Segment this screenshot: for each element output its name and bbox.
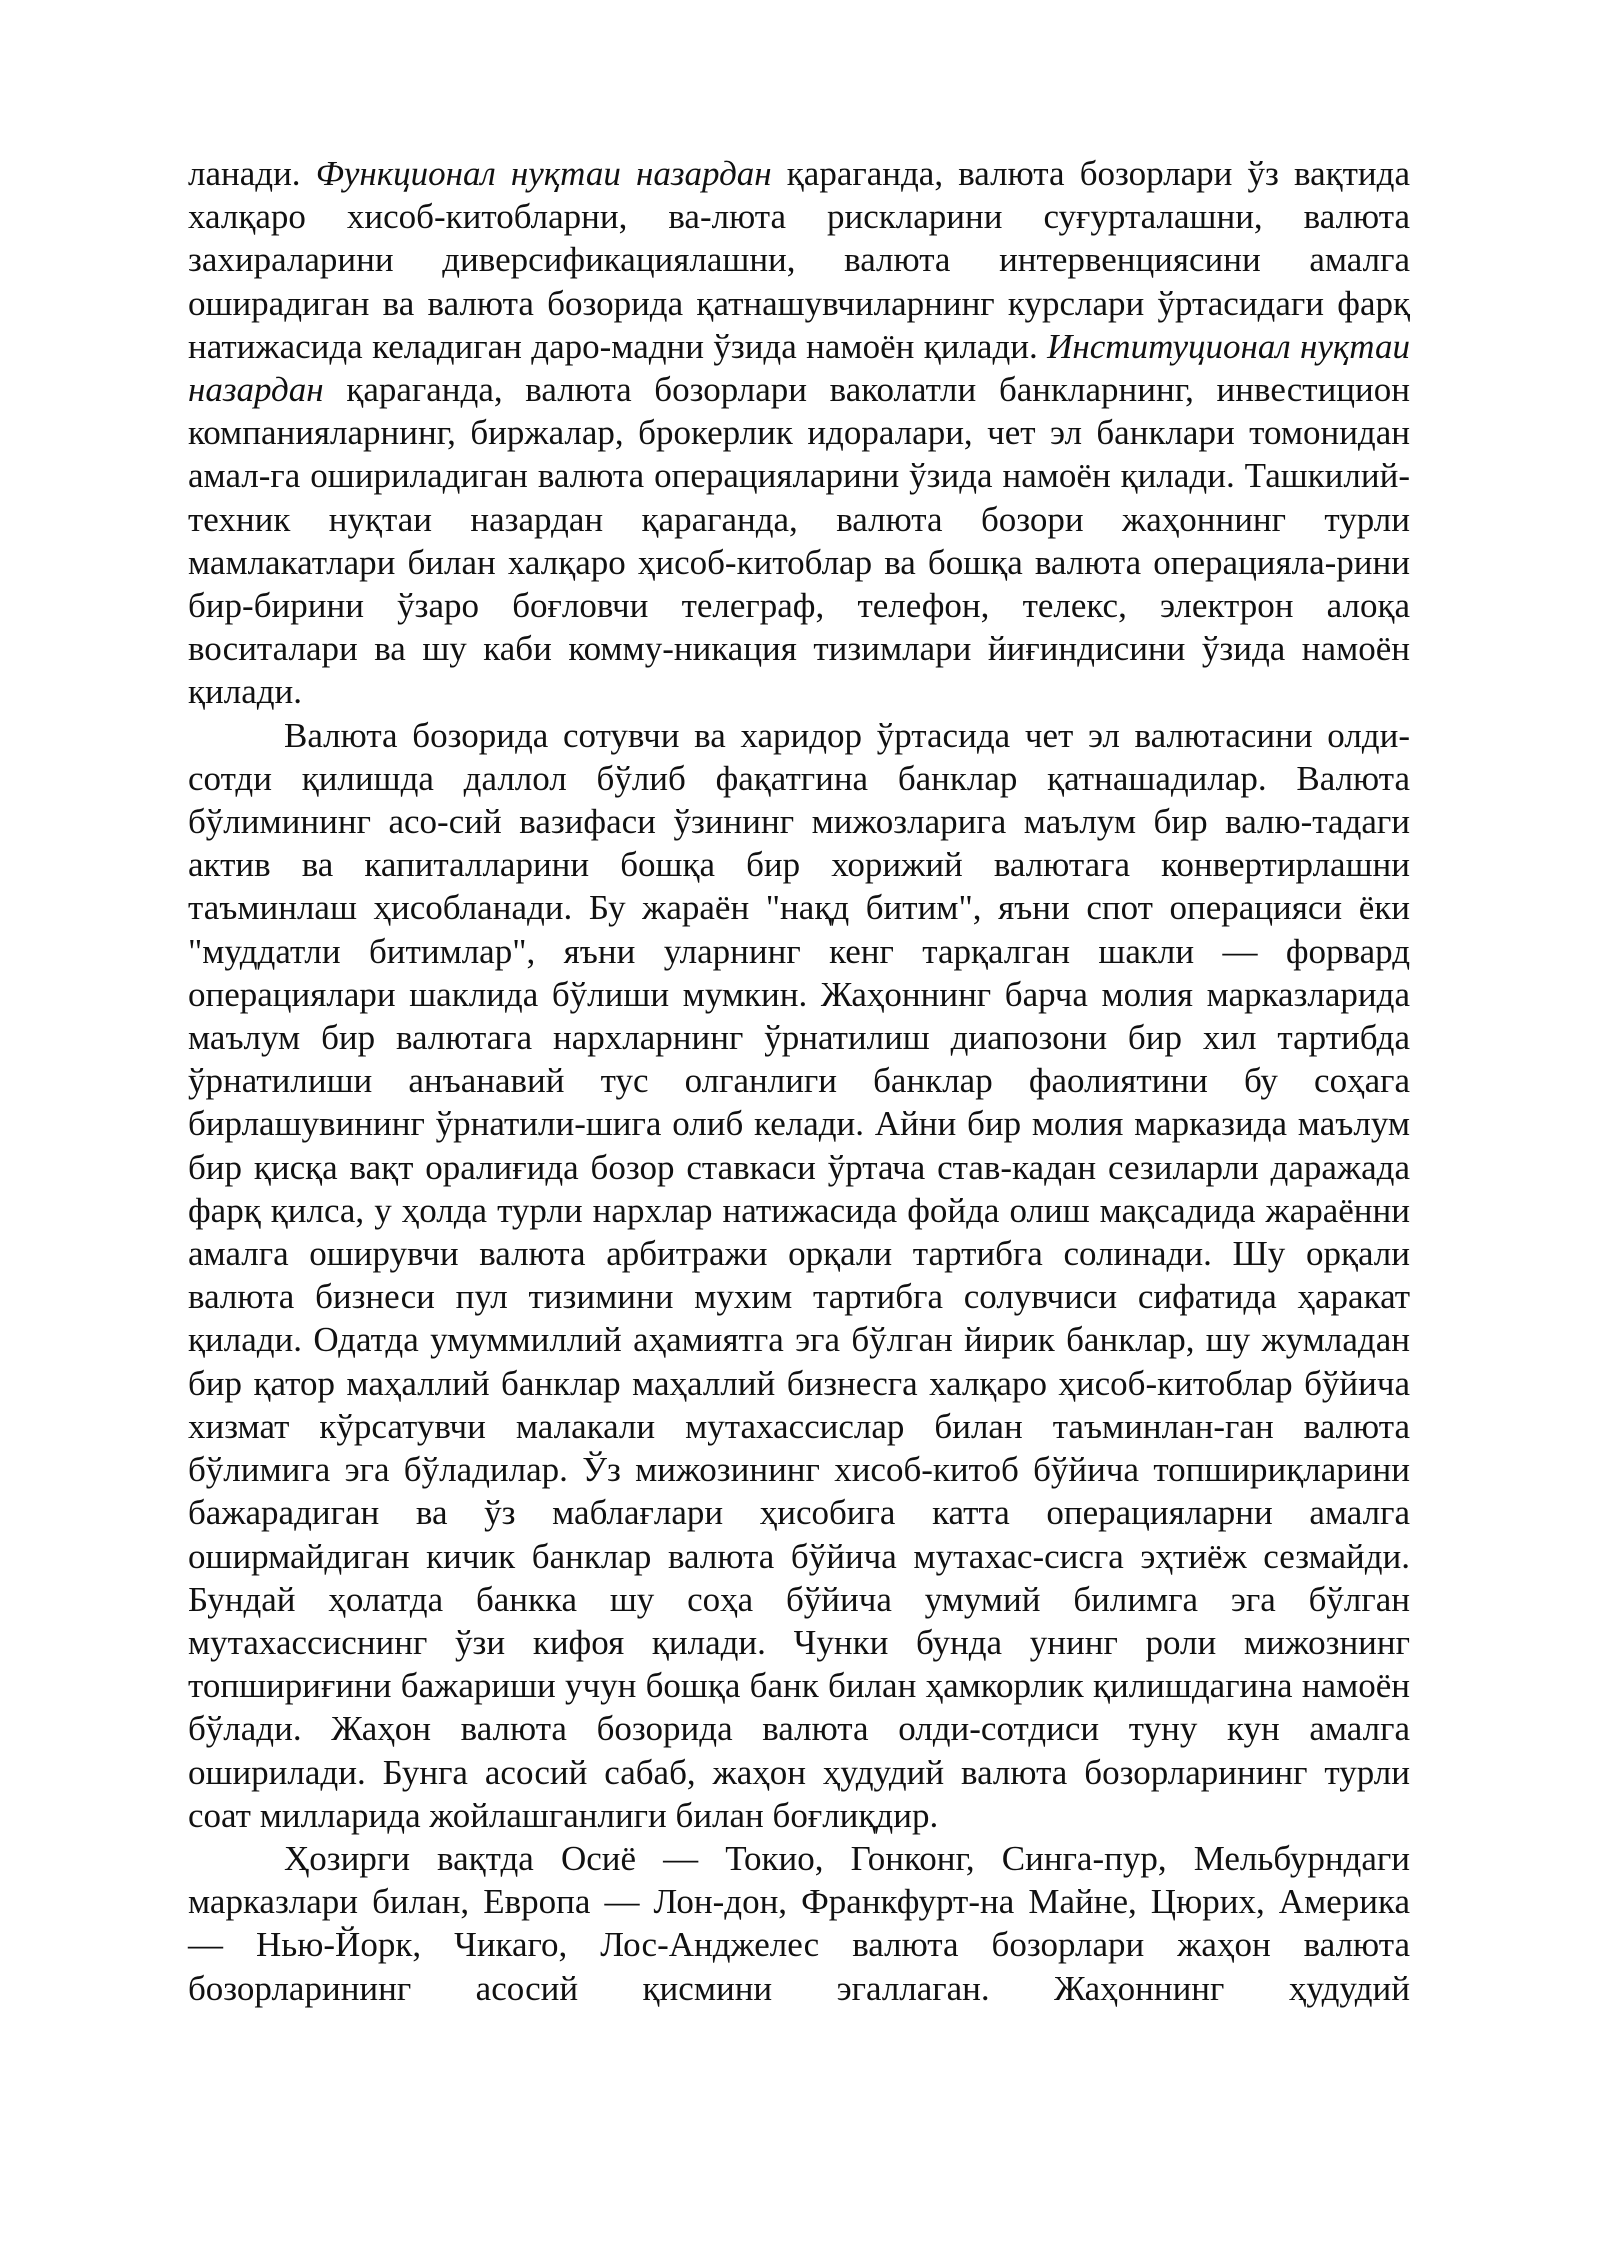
- paragraph: [188, 1837, 1410, 2010]
- text-run: қараганда, валюта бозорлари ваколатли банкларнинг, инвестицион компанияларнинг, биржалар, брокерлик идоралари, чет эл банклари томонидан амал-га ошириладиган валюта операцияларини ўзида намоён қилади. Ташкилий-техник нуқтаи назардан қараганда, валюта бозори жаҳоннинг турли мамлакатлари билан халқаро ҳисоб-китоблар ва бошқа валюта операцияла-рини бир-бирини ўзаро боғловчи телеграф, телефон, телекс, электрон алоқа воситалари ва шу каби комму-никация тизимлари йиғиндисини ўзида намоён қилади.: [188, 370, 1410, 712]
- text-run: Ҳозирги вақтда Осиё — Токио, Гонконг, Синга-пур, Мельбурндаги марказлари билан, Европа — Лон-дон, Франкфурт-на Майне, Цюрих, Америка — Нью-Йорк, Чикаго, Лос-Анджелес валюта бозорлари жаҳон валюта бозорларининг асосий қисмини эгаллаган. Жаҳоннинг ҳудудий: [188, 1838, 1410, 2008]
- italic-term: Институционал нуқтаи назардан: [188, 326, 1410, 410]
- paragraph: [188, 152, 1410, 714]
- italic-term: Функционал нуқтаи назардан: [315, 154, 772, 193]
- text-run: ланади.: [188, 154, 316, 193]
- text-run: Валюта бозорида сотувчи ва харидор ўртасида чет эл валютасини олди-сотди қилишда даллол бўлиб фақатгина банклар қатнашадилар. Валюта бўлимининг асо-сий вазифаси ўзининг мижозларига маълум бир валю-тадаги актив ва капиталларини бошқа бир хорижий валютага конвертирлашни таъминлаш ҳисобланади. Бу жараён "нақд битим", яъни спот операцияси ёки "муддатли битимлар", яъни уларнинг кенг тарқалган шакли — форвард операциялари шаклида бўлиши мумкин. Жаҳоннинг барча молия марказларида маълум бир валютага нархларнинг ўрнатилиш диапозони бир хил тартибда ўрнатилиши анъанавий тус олганлиги банклар фаолиятини бу соҳага бирлашувининг ўрнатили-шига олиб келади. Айни бир молия марказида маълум бир қисқа вақт оралиғида бозор ставкаси ўртача став-кадан сезиларли даражада фарқ қилса, у ҳолда турли нархлар натижасида фойда олиш мақсадида жараённи амалга оширувчи валюта арбитражи орқали тартибга солинади. Шу орқали валюта бизнеси пул тизимини мухим тартибга солувчиси сифатида ҳаракат қилади. Одатда умуммиллий аҳамиятга эга бўлган йирик банклар, шу жумладан бир қатор маҳаллий банклар маҳаллий бизнесга халқаро ҳисоб-китоблар бўйича хизмат кўрсатувчи малакали мутахассислар билан таъминлан-ган валюта бўлимига эга бўладилар. Ўз мижозининг хисоб-китоб бўйича топшириқларини бажарадиган ва ўз маблағлари ҳисобига катта операцияларни амалга оширмайдиган кичик банклар валюта бўйича мутахас-сисга эҳтиёж сезмайди. Бундай ҳолатда банкка шу соҳа бўйича умумий билимга эга бўлган мутахассиснинг ўзи кифоя қилади. Чунки бунда унинг роли мижознинг топшириғини бажариши учун бошқа банк билан ҳамкорлик қилишдагина намоён бўлади. Жаҳон валюта бозорида валюта олди-сотдиси туну кун амалга оширилади. Бунга асосий сабаб, жаҳон ҳудудий валюта бозорларининг турли соат милларида жойлашганлиги билан боғлиқдир.: [188, 715, 1410, 1835]
- paragraph: [188, 714, 1410, 1837]
- text-run: қараганда, валюта бозорлари ўз вақтида халқаро хисоб-китобларни, ва-люта рискларини суғурталашни, валюта захираларини диверсификациялашни, валюта интервенциясини амалга оширадиган ва валюта бозорида қатнашувчиларнинг курслари ўртасидаги фарқ натижасида келадиган даро-мадни ўзида намоён қилади.: [188, 154, 1410, 366]
- document-page: [188, 152, 1410, 2010]
